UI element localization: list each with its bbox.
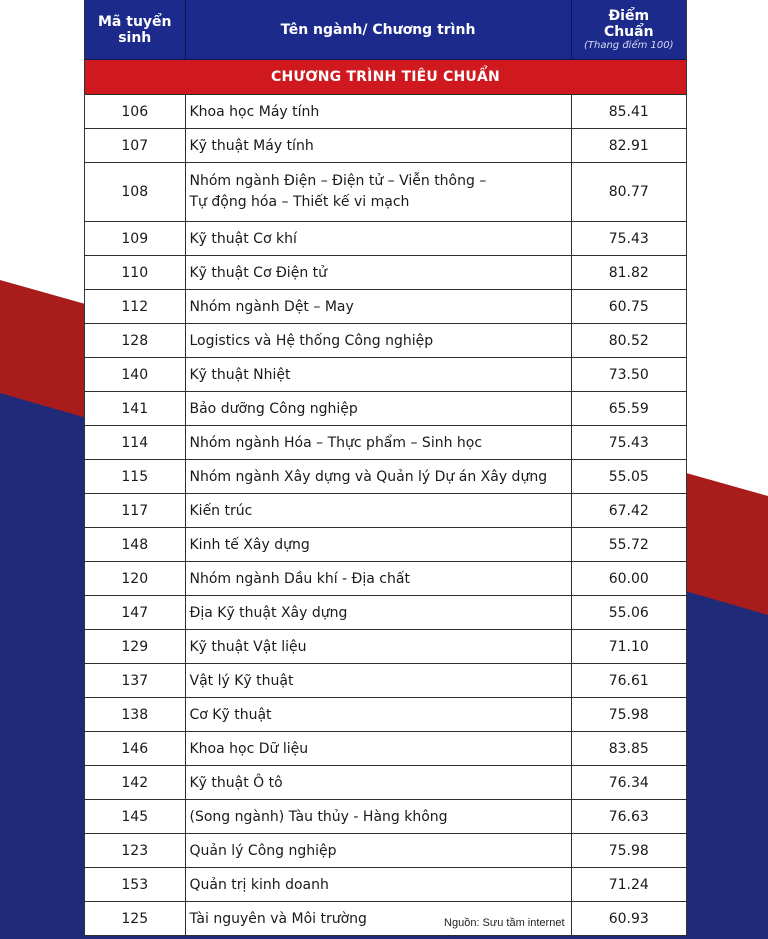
program-name-line: Địa Kỹ thuật Xây dựng <box>189 604 348 621</box>
cutoff-score: 80.77 <box>571 163 686 222</box>
program-name-line: Bảo dưỡng Công nghiệp <box>189 400 358 417</box>
cutoff-score: 60.00 <box>571 562 686 596</box>
program-name-line: Tự động hóa – Thiết kế vi mạch <box>189 194 410 210</box>
cutoff-score: 55.05 <box>571 460 686 494</box>
program-name-line: Kỹ thuật Máy tính <box>189 137 314 154</box>
cutoff-score: 75.43 <box>571 426 686 460</box>
program-name <box>185 324 571 358</box>
program-code: 117 <box>85 494 185 528</box>
table-row <box>85 426 686 460</box>
program-name-line: Kinh tế Xây dựng <box>189 536 310 553</box>
program-name <box>185 596 571 630</box>
table-row <box>85 163 686 222</box>
cutoff-score: 67.42 <box>571 494 686 528</box>
program-name-line: Tài nguyên và Môi trường <box>189 910 367 927</box>
program-name <box>185 95 571 129</box>
program-name-line: Kỹ thuật Vật liệu <box>189 638 307 655</box>
program-name-line: Vật lý Kỹ thuật <box>189 672 294 689</box>
program-name <box>185 562 571 596</box>
program-name-line: (Song ngành) Tàu thủy - Hàng không <box>189 808 448 825</box>
cutoff-score: 80.52 <box>571 324 686 358</box>
header-score-sublabel: (Thang điểm 100) <box>583 39 674 51</box>
cutoff-score: 76.61 <box>571 664 686 698</box>
table-row <box>85 902 686 936</box>
program-name-line: Nhóm ngành Hóa – Thực phẩm – Sinh học <box>189 434 483 451</box>
section-title: CHƯƠNG TRÌNH TIÊU CHUẨN <box>85 60 686 95</box>
table-row <box>85 630 686 664</box>
header-score-label: Điểm Chuẩn <box>603 7 654 40</box>
program-code: 153 <box>85 868 185 902</box>
program-code: 129 <box>85 630 185 664</box>
cutoff-score: 71.24 <box>571 868 686 902</box>
program-code: 125 <box>85 902 185 936</box>
program-code: 110 <box>85 256 185 290</box>
program-name <box>185 834 571 868</box>
program-name <box>185 494 571 528</box>
program-name-line: Kiến trúc <box>189 502 253 519</box>
program-name <box>185 698 571 732</box>
program-code: 123 <box>85 834 185 868</box>
program-code: 112 <box>85 290 185 324</box>
program-code: 145 <box>85 800 185 834</box>
program-name <box>185 528 571 562</box>
table-row <box>85 256 686 290</box>
table-row <box>85 528 686 562</box>
program-code: 114 <box>85 426 185 460</box>
program-code: 148 <box>85 528 185 562</box>
cutoff-score: 55.72 <box>571 528 686 562</box>
program-name-line: Kỹ thuật Nhiệt <box>189 366 291 383</box>
program-code: 147 <box>85 596 185 630</box>
program-code: 128 <box>85 324 185 358</box>
source-note: Nguồn: Sưu tầm internet <box>444 917 565 929</box>
program-name <box>185 902 571 936</box>
program-name-line: Khoa học Máy tính <box>189 103 320 120</box>
cutoff-score: 76.34 <box>571 766 686 800</box>
program-code: 120 <box>85 562 185 596</box>
cutoff-score: 65.59 <box>571 392 686 426</box>
program-name-line: Quản trị kinh doanh <box>189 876 329 893</box>
table-row <box>85 732 686 766</box>
table-row <box>85 596 686 630</box>
table-row <box>85 698 686 732</box>
program-code: 137 <box>85 664 185 698</box>
program-name <box>185 290 571 324</box>
table-row <box>85 664 686 698</box>
header-score <box>571 0 686 60</box>
table-row <box>85 834 686 868</box>
table-header-row <box>85 0 686 60</box>
program-name <box>185 129 571 163</box>
program-name <box>185 630 571 664</box>
program-name-line: Kỹ thuật Cơ khí <box>189 230 297 247</box>
program-code: 142 <box>85 766 185 800</box>
cutoff-score: 60.93 <box>571 902 686 936</box>
program-name-line: Cơ Kỹ thuật <box>189 706 272 723</box>
program-code: 146 <box>85 732 185 766</box>
program-name-line: Nhóm ngành Điện – Điện tử – Viễn thông – <box>189 173 487 189</box>
program-code: 138 <box>85 698 185 732</box>
table-row <box>85 324 686 358</box>
cutoff-score: 85.41 <box>571 95 686 129</box>
program-code: 107 <box>85 129 185 163</box>
table-row <box>85 562 686 596</box>
cutoff-score: 75.98 <box>571 834 686 868</box>
table-row <box>85 222 686 256</box>
program-name <box>185 163 571 222</box>
cutoff-score: 71.10 <box>571 630 686 664</box>
program-code: 109 <box>85 222 185 256</box>
program-name <box>185 800 571 834</box>
program-name <box>185 256 571 290</box>
cutoff-score: 75.43 <box>571 222 686 256</box>
program-name <box>185 868 571 902</box>
program-name <box>185 426 571 460</box>
table-row <box>85 460 686 494</box>
cutoff-score: 81.82 <box>571 256 686 290</box>
cutoff-score: 75.98 <box>571 698 686 732</box>
program-name <box>185 222 571 256</box>
table-row <box>85 358 686 392</box>
program-code: 108 <box>85 163 185 222</box>
section-row <box>85 60 686 95</box>
program-name <box>185 732 571 766</box>
program-name-line: Nhóm ngành Dệt – May <box>189 298 354 315</box>
table-row <box>85 494 686 528</box>
program-name-line: Nhóm ngành Xây dựng và Quản lý Dự án Xây dựng <box>189 468 548 485</box>
cutoff-score: 83.85 <box>571 732 686 766</box>
table-row <box>85 800 686 834</box>
table-row <box>85 290 686 324</box>
program-name <box>185 460 571 494</box>
program-name-line: Khoa học Dữ liệu <box>189 740 309 757</box>
table-row <box>85 95 686 129</box>
table-row <box>85 766 686 800</box>
cutoff-score: 73.50 <box>571 358 686 392</box>
cutoff-score: 82.91 <box>571 129 686 163</box>
program-name-line: Logistics và Hệ thống Công nghiệp <box>189 332 434 349</box>
program-name <box>185 358 571 392</box>
header-code: Mã tuyển sinh <box>85 0 185 60</box>
admission-score-table <box>84 0 687 936</box>
program-name-line: Quản lý Công nghiệp <box>189 842 337 859</box>
header-name: Tên ngành/ Chương trình <box>185 0 571 60</box>
program-name <box>185 392 571 426</box>
program-name-line: Kỹ thuật Ô tô <box>189 774 283 791</box>
program-code: 140 <box>85 358 185 392</box>
table-row <box>85 392 686 426</box>
cutoff-score: 76.63 <box>571 800 686 834</box>
program-name-line: Nhóm ngành Dầu khí - Địa chất <box>189 570 410 587</box>
table-row <box>85 129 686 163</box>
program-code: 115 <box>85 460 185 494</box>
cutoff-score: 55.06 <box>571 596 686 630</box>
program-name <box>185 664 571 698</box>
cutoff-score: 60.75 <box>571 290 686 324</box>
program-name <box>185 766 571 800</box>
table-row <box>85 868 686 902</box>
program-name-line: Kỹ thuật Cơ Điện tử <box>189 264 327 281</box>
program-code: 106 <box>85 95 185 129</box>
program-code: 141 <box>85 392 185 426</box>
